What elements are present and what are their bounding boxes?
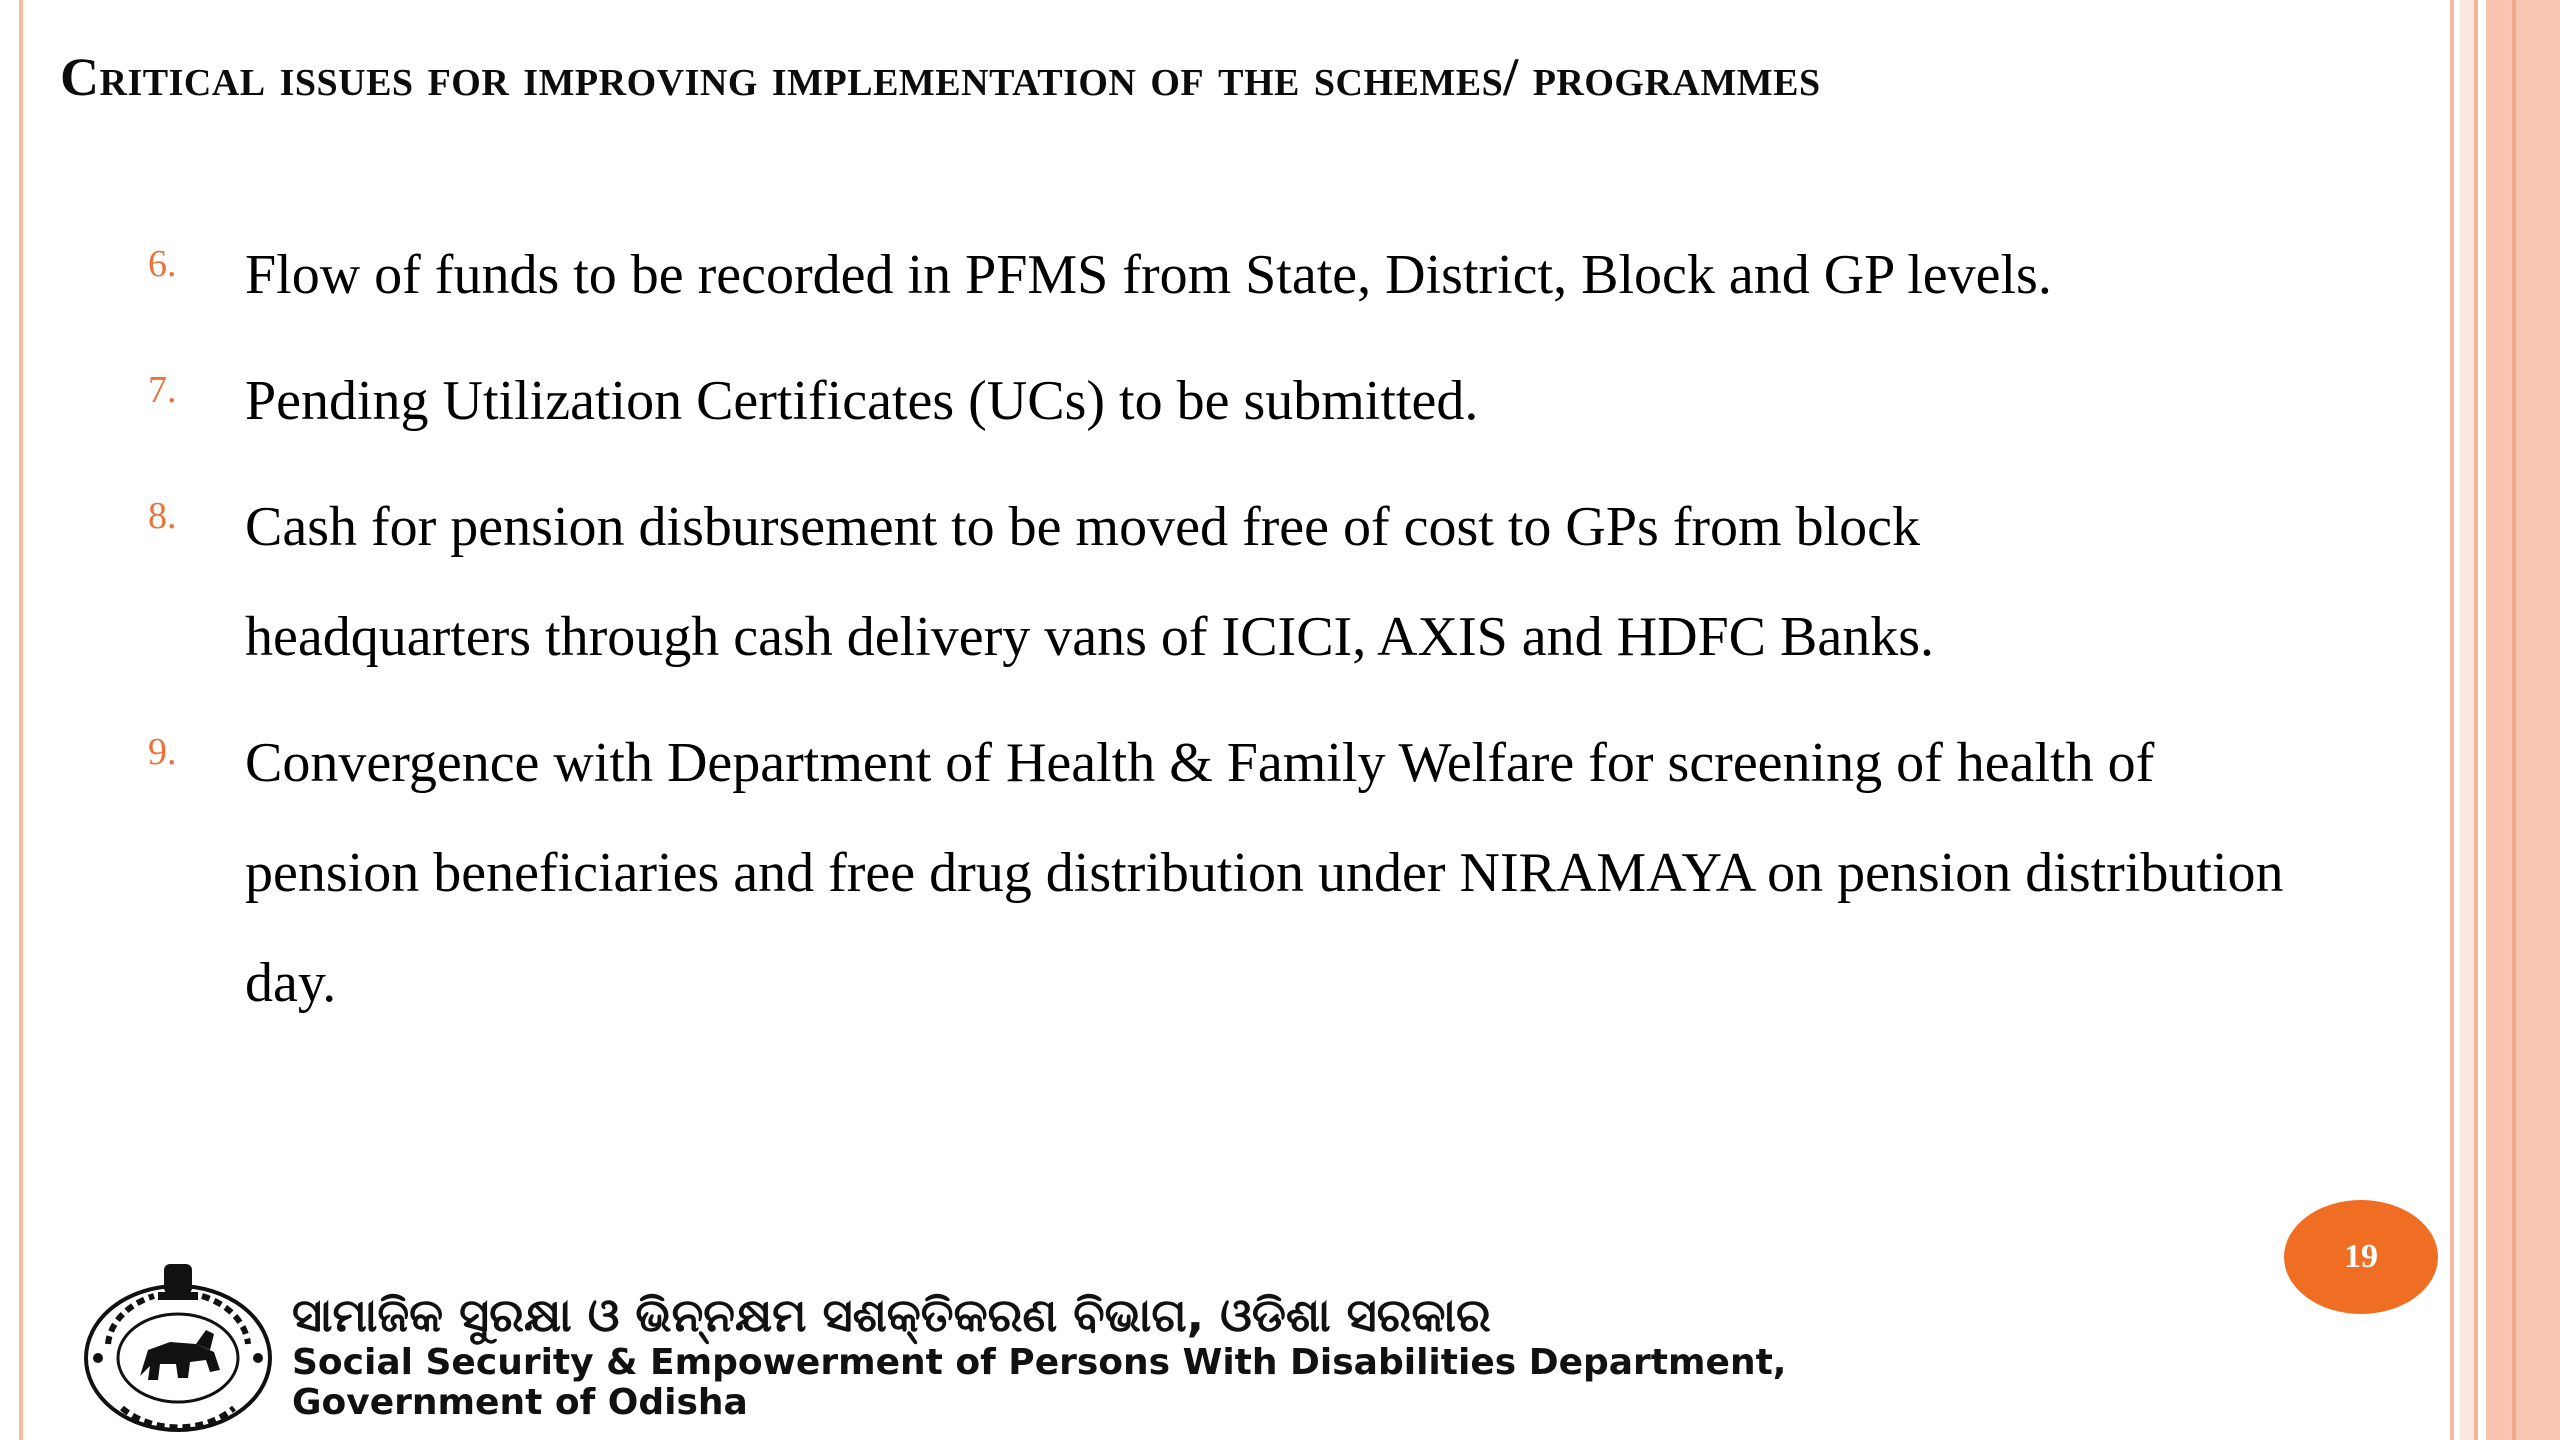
stripe: [2474, 0, 2478, 1440]
department-name-odia: ସାମାଜିକ ସୁରକ୍ଷା ଓ ଭିନ୍ନକ୍ଷମ ସଶକ୍ତିକରଣ ବିଭାଗ, ଓଡିଶା ସରକାର: [292, 1288, 1491, 1342]
odisha-emblem-icon: [78, 1258, 278, 1438]
department-name-english: Social Security & Empowerment of Persons With Disabilities Department,: [292, 1342, 1787, 1383]
item-number: 6.: [148, 243, 177, 285]
list-item: [148, 346, 2298, 456]
list-item: [148, 220, 2298, 330]
item-text: Convergence with Department of Health & Family Welfare for screening of health of pension beneficiaries and free drug distribution under NIRAMAYA on pension distribution day.: [245, 732, 2284, 1014]
item-text: Pending Utilization Certificates (UCs) to be submitted.: [245, 370, 1479, 432]
stripe: [2512, 0, 2516, 1440]
page-number-badge: 19: [2284, 1200, 2438, 1314]
slide-title: Critical issues for improving implementation of the schemes/ programmes: [60, 47, 1821, 107]
right-decorative-stripes: [2450, 0, 2560, 1440]
item-number: 9.: [148, 731, 177, 773]
list-item: [148, 472, 2298, 692]
list-item: [148, 708, 2298, 1038]
left-border-line: [19, 0, 23, 1440]
item-text: Flow of funds to be recorded in PFMS from State, District, Block and GP levels.: [245, 244, 2052, 306]
item-text: Cash for pension disbursement to be moved free of cost to GPs from block headquarters through cash delivery vans of ICICI, AXIS and HDFC Banks.: [245, 496, 1935, 668]
item-number: 8.: [148, 495, 177, 537]
item-number: 7.: [148, 369, 177, 411]
government-name: Government of Odisha: [292, 1382, 748, 1423]
stripe: [2450, 0, 2454, 1440]
stripe: [2486, 0, 2504, 1440]
issue-list: [148, 220, 2298, 1054]
stripe: [2460, 0, 2474, 1440]
